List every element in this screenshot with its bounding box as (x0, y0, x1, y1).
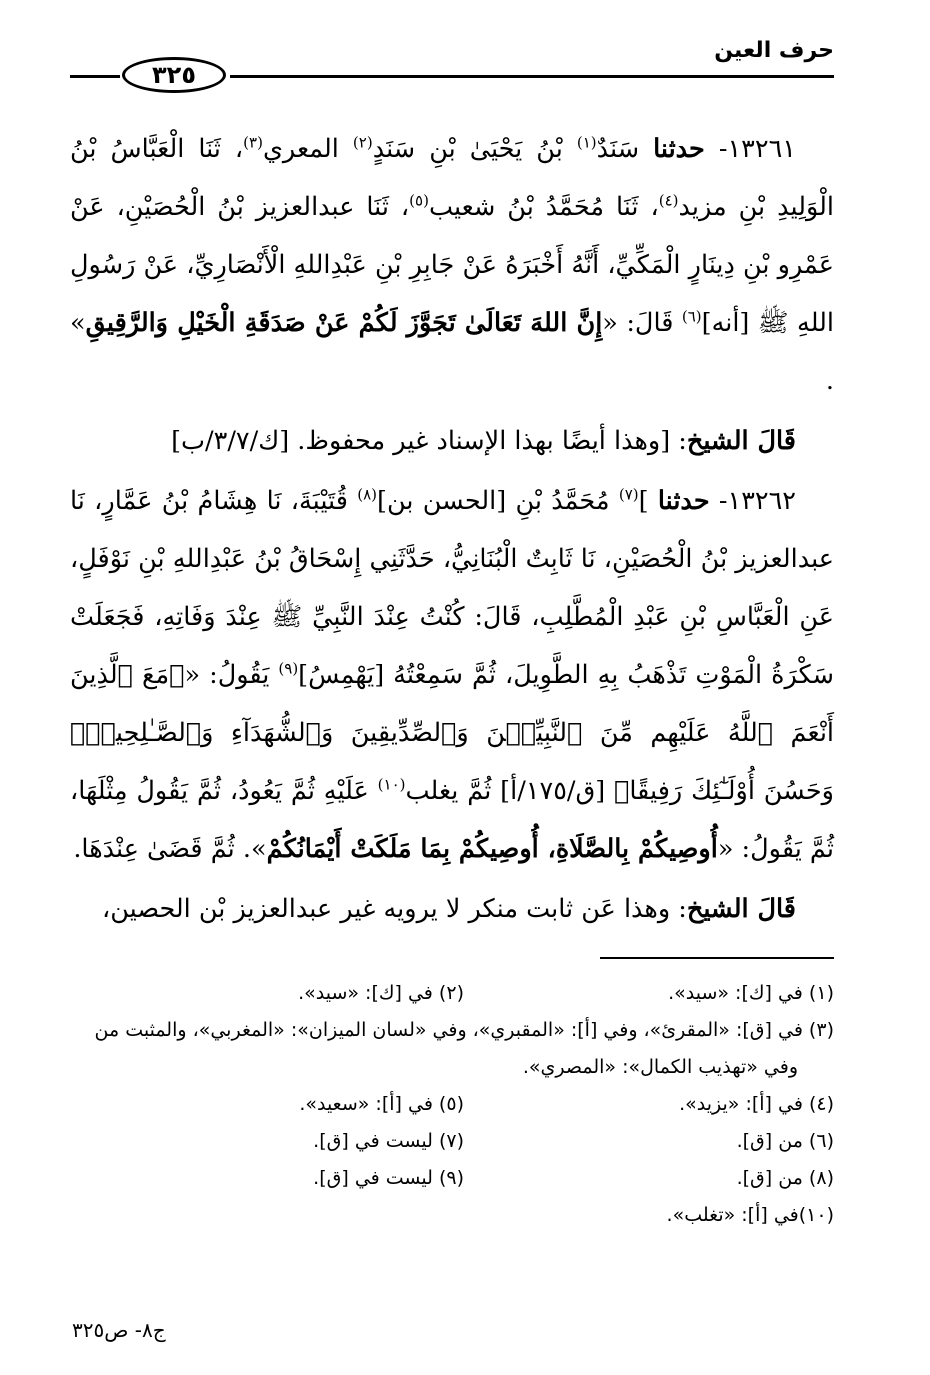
footnote-ref: (٦) (681, 307, 702, 326)
footnote-ref: (٤) (658, 191, 679, 210)
hadith-matn: أُوصِيكُمْ بِالصَّلَاةِ، أُوصِيكُمْ بِمَا مَلَكَتْ أَيْمَانُكُمْ (266, 834, 718, 864)
footnote-ref: (٧) (618, 485, 639, 504)
section-title: حرف العين (714, 38, 834, 63)
footnote-7: (٧) ليست في [ق]. (313, 1130, 464, 1152)
footnote-ref: (٥) (409, 191, 429, 210)
footnote-2: (٢) في [ك]: «سيد». (298, 982, 464, 1004)
footnote-1: (١) في [ك]: «سيد». (668, 982, 834, 1004)
footnote-10: (١٠)في [أ]: «تغلب». (666, 1204, 834, 1226)
volume-page-footer: ج٨- ص٣٢٥ (72, 1318, 166, 1342)
hadith-lead: حدثنا (657, 486, 710, 516)
main-text (70, 120, 834, 938)
sheikh-comment-1: قَالَ الشيخ: [وهذا أيضًا بهذا الإسناد غير محفوظ. [ك/٣/٧/ب] (171, 426, 796, 456)
sheikh-label: قَالَ الشيخ (686, 894, 796, 924)
header-rule-left (70, 75, 120, 78)
footnote-ref: (٨) (357, 485, 378, 504)
footnote-3-continued: وفي «تهذيب الكمال»: «المصري». (522, 1056, 798, 1078)
hadith-lead: حدثنا (653, 134, 705, 164)
page-number-badge: ٣٢٥ (122, 57, 226, 93)
hadith-13262: ١٣٢٦٢- حدثنا ]$^{(٧)}$ مُحَمَّدُ بْنِ [الحسن بن]$^{(٨)}$ قُتَيْبَةَ، نَا هِشَامُ بْنُ عَمَّارٍ، نَا عبدالعزيز بْنُ الْحُصَيْنِ، نَا ثَابِتٌ الْبُنَانِيُّ، حَدَّثَنِي إِسْحَاقُ بْنُ عَبْدِاللهِ بْنِ نَوْفَلٍ، عَنِ الْعَبَّاسِ بْنِ عَبْدِ الْمُطَّلِبِ، قَالَ: كُنْتُ عِنْدَ النَّبِيِّ ﷺ عِنْدَ وَفَاتِهِ، فَجَعَلَتْ سَكْرَةُ الْمَوْتِ تَذْهَبُ بِهِ الطَّوِيلَ، ثُمَّ سَمِعْتُهُ [يَهْمِسُ]$^{(٩)}$ يَقُولُ: «﴿مَعَ ٱلَّذِينَ أَنْعَمَ ٱللَّهُ عَلَيْهِم مِّنَ ٱلنَّبِيِّـۧنَ وَٱلصِّدِّيقِينَ وَٱلشُّهَدَآءِ وَٱلصَّـٰلِحِينَۚ وَحَسُنَ أُوْلَـٰٓئِكَ رَفِيقًا﴾ [ق/١٧٥/أ] ثُمَّ يغلب$^{(١٠)}$ عَلَيْهِ ثُمَّ يَعُودُ، ثُمَّ يَقُولُ مِثْلَهَا، ثُمَّ يَقُولُ: «أُوصِيكُمْ بِالصَّلَاةِ، أُوصِيكُمْ بِمَا مَلَكَتْ أَيْمَانُكُمْ». ثُمَّ قَضَىٰ عِنْدَهَا. (70, 485, 834, 864)
hadith-number: ١٣٢٦٢- (709, 486, 796, 516)
footnote-ref: (٢) (352, 133, 373, 152)
footnote-ref: (١) (576, 133, 597, 152)
footnote-rule (600, 957, 834, 959)
footnotes (68, 975, 834, 1234)
hadith-matn: إِنَّ اللهَ تَعَالَىٰ تَجَوَّزَ لَكُمْ عَنْ صَدَقَةِ الْخَيْلِ وَالرَّقِيقِ (85, 308, 603, 338)
header-rule (230, 75, 834, 78)
footnote-row (68, 975, 834, 1012)
hadith-13261: ١٣٢٦١- حدثنا سَنَدٌ$^{(١)}$ بْنُ يَحْيَىٰ بْنِ سَنَدٍ$^{(٢)}$ المعري$^{(٣)}$، ثَنَا الْعَبَّاسُ بْنُ الْوَلِيدِ بْنِ مزيد$^{(٤)}$، ثَنَا مُحَمَّدُ بْنُ شعيب$^{(٥)}$، ثَنَا عبدالعزيز بْنُ الْحُصَيْنِ، عَنْ عَمْرِو بْنِ دِينَارٍ الْمَكِّيِّ، أَنَّهُ أَخْبَرَهُ عَنْ جَابِرِ بْنِ عَبْدِاللهِ الْأَنْصَارِيِّ، عَنْ رَسُولِ اللهِ ﷺ [أنه]$^{(٦)}$ قَالَ: «إِنَّ اللهَ تَعَالَىٰ تَجَوَّزَ لَكُمْ عَنْ صَدَقَةِ الْخَيْلِ وَالرَّقِيقِ» . (70, 133, 835, 396)
footnote-4: (٤) في [أ]: «يزيد». (679, 1093, 834, 1115)
sheikh-label: قَالَ الشيخ (686, 426, 796, 456)
footnote-6: (٦) من [ق]. (736, 1130, 834, 1152)
footnote-row (68, 1123, 834, 1160)
footnote-5: (٥) في [أ]: «سعيد». (299, 1093, 464, 1115)
footnote-ref: (١٠) (377, 775, 406, 794)
sheikh-comment-2: قَالَ الشيخ: وهذا عَن ثابت منكر لا يرويه غير عبدالعزيز بْن الحصين، (102, 894, 796, 924)
footnote-row (68, 1160, 834, 1197)
hadith-number: ١٣٢٦١- (704, 134, 796, 164)
footnote-8: (٨) من [ق]. (736, 1167, 834, 1189)
footnote-ref: (٩) (278, 659, 299, 678)
footnote-row (68, 1086, 834, 1123)
footnote-3: (٣) في [ق]: «المقرئ»، وفي [أ]: «المقبري»، وفي «لسان الميزان»: «المغربي»، والمثبت من (94, 1019, 834, 1041)
footnote-9: (٩) ليست في [ق]. (313, 1167, 464, 1189)
footnote-ref: (٣) (243, 133, 263, 152)
